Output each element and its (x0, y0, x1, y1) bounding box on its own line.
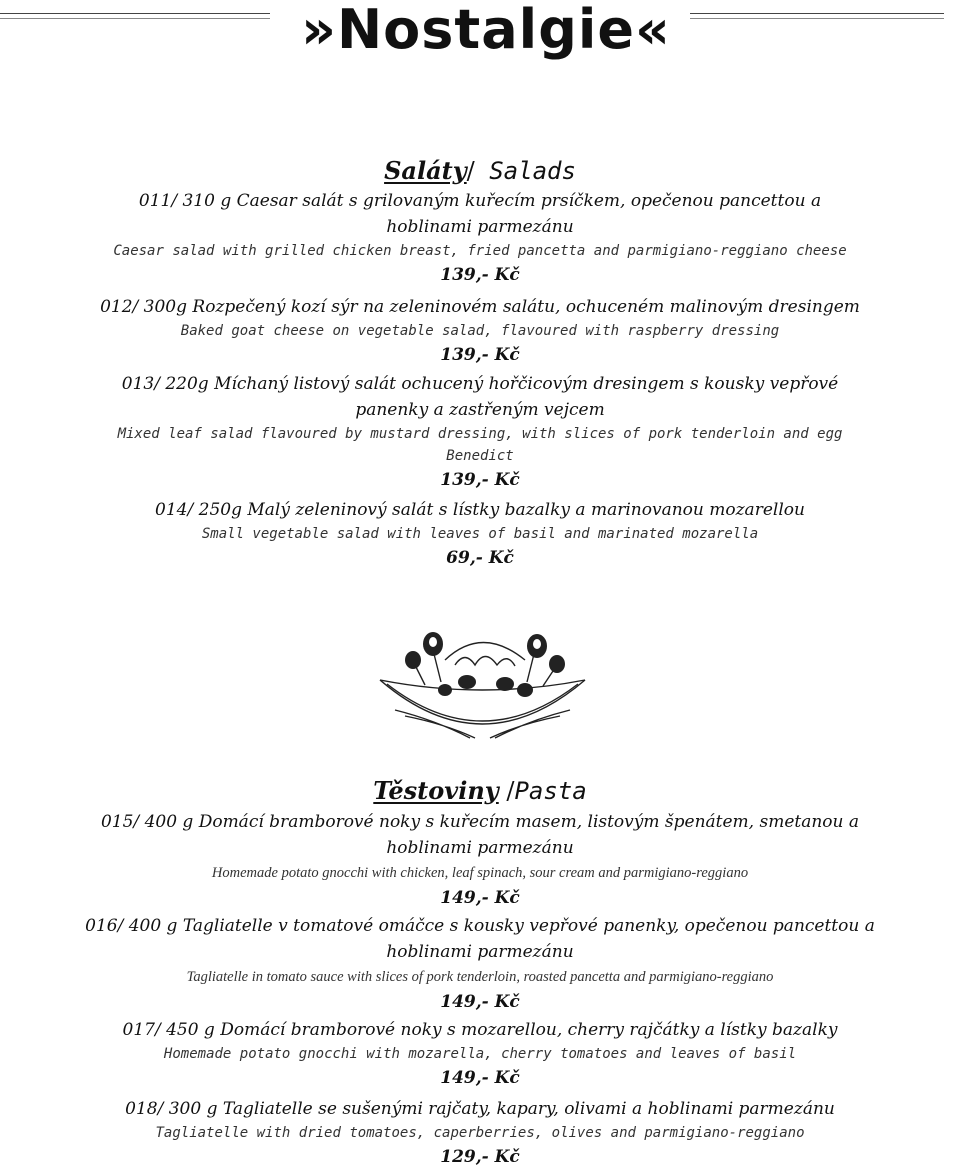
salad-bowl-illustration (375, 620, 590, 740)
item-name-en: Homemade potato gnocchi with chicken, leaf spinach, sour cream and parmigiano-reggiano (211, 865, 749, 881)
menu-item-012 (0, 294, 960, 368)
item-name-cz: 018/ 300 g Tagliatelle se sušenými rajčaty, kapary, olivami a hoblinami parmezánu (125, 1099, 835, 1119)
menu-item-013 (0, 371, 960, 493)
restaurant-logo: »Nostalgie« (301, 0, 671, 61)
item-name-cz: 011/ 310 g Caesar salát s grilovaným kuřecím prsíčkem, opečenou pancettou a hoblinami parmezánu (138, 191, 822, 237)
item-price: 149,- Kč (440, 1068, 520, 1088)
item-price: 129,- Kč (440, 1147, 520, 1167)
item-name-en: Caesar salad with grilled chicken breast, fried pancetta and parmigiano-reggiano cheese (113, 243, 847, 259)
item-name-en: Homemade potato gnocchi with mozarella, cherry tomatoes and leaves of basil (163, 1046, 797, 1062)
item-name-cz: 012/ 300g Rozpečený kozí sýr na zeleninovém salátu, ochuceném malinovým dresingem (100, 297, 860, 317)
menu-header (0, 0, 960, 70)
pasta-title: Těstoviny /Pasta (373, 776, 587, 805)
item-name-cz: 014/ 250g Malý zeleninový salát s lístky bazalky a marinovanou mozarellou (155, 500, 805, 520)
pasta-section (0, 776, 960, 806)
header-rule-left (0, 13, 270, 14)
item-name-cz: 016/ 400 g Tagliatelle v tomatové omáčce s kousky vepřové panenky, opečenou pancettou a hoblinami parmezánu (85, 916, 875, 962)
item-name-cz: 013/ 220g Míchaný listový salát ochucený hořčicovým dresingem s kousky vepřové panenky a zastřeným vejcem (121, 374, 839, 420)
salads-title: Saláty/ Salads (384, 156, 576, 185)
item-price: 149,- Kč (440, 992, 520, 1012)
menu-item-011 (0, 188, 960, 288)
item-name-en: Mixed leaf salad flavoured by mustard dressing, with slices of pork tenderloin and egg Benedict (117, 426, 843, 464)
menu-item-017 (0, 1017, 960, 1091)
item-price: 139,- Kč (440, 265, 520, 285)
item-name-cz: 015/ 400 g Domácí bramborové noky s kuřecím masem, listovým špenátem, smetanou a hoblinami parmezánu (100, 812, 860, 858)
item-price: 149,- Kč (440, 888, 520, 908)
item-name-en: Tagliatelle with dried tomatoes, caperberries, olives and parmigiano-reggiano (155, 1125, 805, 1141)
menu-item-015 (0, 809, 960, 911)
header-rule-right (690, 13, 944, 14)
menu-item-014 (0, 497, 960, 571)
item-name-cz: 017/ 450 g Domácí bramborové noky s mozarellou, cherry rajčátky a lístky bazalky (122, 1020, 838, 1040)
salads-section (0, 156, 960, 186)
item-price: 69,- Kč (446, 548, 514, 568)
item-name-en: Tagliatelle in tomato sauce with slices of pork tenderloin, roasted pancetta and parmigiano-reggiano (186, 969, 774, 985)
item-price: 139,- Kč (440, 345, 520, 365)
item-name-en: Baked goat cheese on vegetable salad, flavoured with raspberry dressing (180, 323, 780, 339)
menu-item-016 (0, 913, 960, 1015)
item-name-en: Small vegetable salad with leaves of basil and marinated mozarella (201, 526, 759, 542)
menu-item-018 (0, 1096, 960, 1170)
item-price: 139,- Kč (440, 470, 520, 490)
